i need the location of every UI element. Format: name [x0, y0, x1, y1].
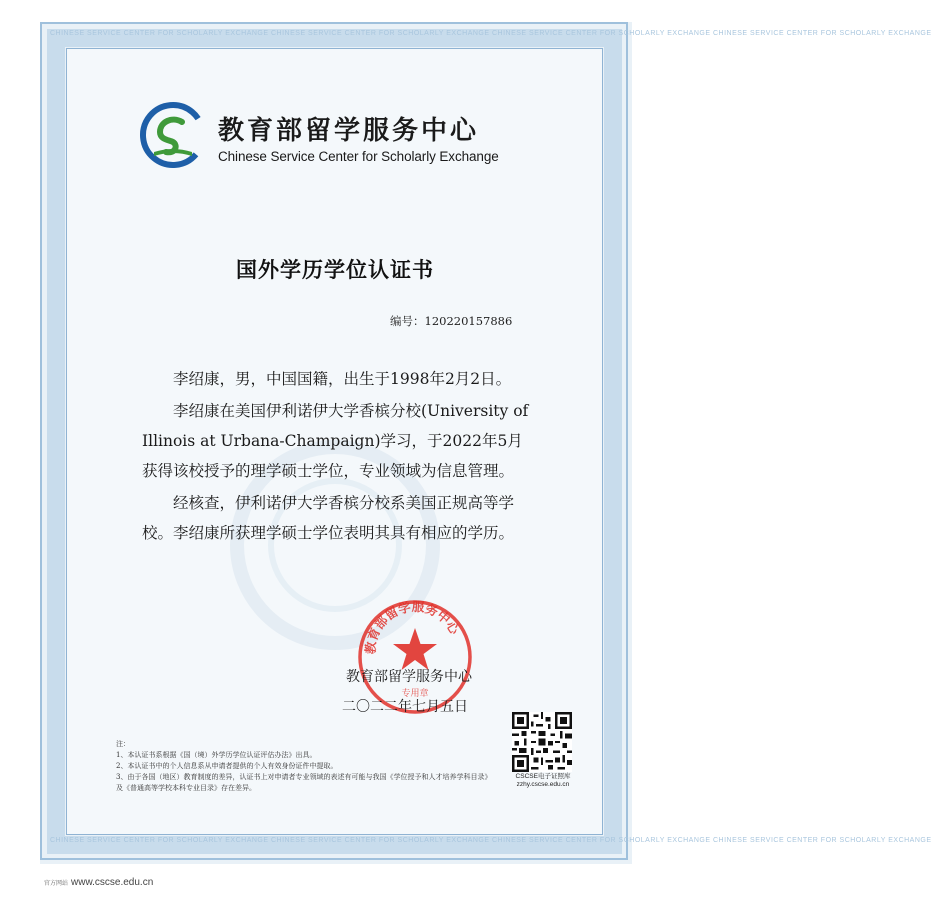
note-item: 2、本认证书中的个人信息系从申请者提供的个人有效身份证件中提取。: [116, 762, 338, 770]
cscse-logo-icon: [140, 102, 206, 168]
issuer-name: 教育部留学服务中心: [346, 669, 472, 685]
notes-heading: 注：: [116, 740, 130, 748]
seal-ring-text: 教育部留学服务中心: [362, 598, 463, 655]
note-item: 3、由于各国（地区）教育制度的差异，认证书上对申请者专业领域的表述有可能与我国《学位授予和人才培养学科目录》及《普通高等学校本科专业目录》存在差异。: [116, 773, 492, 792]
paragraph-personal-info: 李绍康，男，中国国籍，出生于1998年2月2日。: [173, 370, 512, 388]
serial-number: 120220157886: [424, 314, 513, 328]
notes-section: [116, 739, 496, 794]
qr-caption: [506, 773, 580, 789]
qr-caption-url[interactable]: zzhy.cscse.edu.cn: [516, 781, 570, 788]
website-label: 官方网站: [44, 881, 69, 887]
paragraph-verification: 经核查，伊利诺伊大学香槟分校系美国正规高等学校。李绍康所获理学硕士学位表明其具有相应的学历。: [142, 494, 515, 542]
note-item: 1、本认证书系根据《国（境）外学历学位认证评估办法》出具。: [116, 751, 317, 759]
organization-name-en: Chinese Service Center for Scholarly Exchange: [218, 149, 499, 164]
website-footer: [44, 872, 153, 890]
serial-number-line: [390, 313, 512, 329]
paragraph-study-record: 李绍康在美国伊利诺伊大学香槟分校(University of Illinois at Urbana-Champaign)学习，于2022年5月获得该校授予的理学硕士学位，专业领域为信息管理。: [142, 402, 529, 480]
qr-caption-title: CSCSE电子证照库: [515, 773, 571, 780]
website-url-link[interactable]: www.cscse.edu.cn: [71, 877, 154, 888]
qr-code-icon[interactable]: [512, 712, 572, 772]
border-microtext-bottom: CHINESE SERVICE CENTER FOR SCHOLARLY EXCHANGE CHINESE SERVICE CENTER FOR SCHOLARLY EXCHANGE CHINESE SERVICE CENTER FOR SCHOLARLY EXCHANGE CHINESE SERVICE CENTER FOR SCHOLARLY EXCHANGE: [50, 837, 932, 844]
organization-name-cn: 教育部留学服务中心: [218, 116, 480, 146]
issue-date: 二〇二二年七月五日: [342, 699, 468, 715]
serial-label: 编号：: [390, 314, 425, 328]
certificate-title: 国外学历学位认证书: [236, 258, 434, 282]
border-microtext-top: CHINESE SERVICE CENTER FOR SCHOLARLY EXCHANGE CHINESE SERVICE CENTER FOR SCHOLARLY EXCHANGE CHINESE SERVICE CENTER FOR SCHOLARLY EXCHANGE CHINESE SERVICE CENTER FOR SCHOLARLY EXCHANGE: [50, 30, 932, 37]
seal-bottom-text: 专用章: [401, 689, 429, 699]
